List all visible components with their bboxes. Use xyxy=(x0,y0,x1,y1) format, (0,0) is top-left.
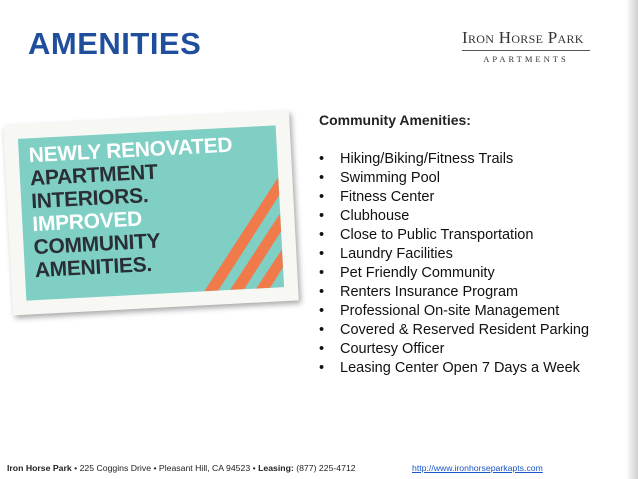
list-item-label: Close to Public Transportation xyxy=(340,227,534,243)
list-item-label: Courtesy Officer xyxy=(340,341,445,357)
slide-edge-shadow xyxy=(626,0,638,479)
list-item: • Laundry Facilities xyxy=(319,246,453,262)
promo-line: AMENITIES. xyxy=(34,253,153,283)
promo-line: COMMUNITY xyxy=(33,229,161,260)
list-item: • Swimming Pool xyxy=(319,170,440,186)
list-item-label: Leasing Center Open 7 Days a Week xyxy=(340,360,580,376)
list-item: • Pet Friendly Community xyxy=(319,265,495,281)
list-item-label: Pet Friendly Community xyxy=(340,265,495,281)
logo-name-text: Iron Horse Park xyxy=(462,28,584,47)
list-item-label: Fitness Center xyxy=(340,189,435,205)
list-item: • Courtesy Officer xyxy=(319,341,445,357)
promo-card-panel xyxy=(18,125,284,300)
promo-line: INTERIORS. xyxy=(30,184,149,214)
website-link[interactable]: http://www.ironhorseparkapts.com xyxy=(412,463,543,473)
list-item-label: Renters Insurance Program xyxy=(340,284,519,300)
promo-card xyxy=(8,118,308,338)
list-item-label: Clubhouse xyxy=(340,208,410,224)
logo-name xyxy=(462,28,590,48)
footer-address: • 225 Coggins Drive • Pleasant Hill, CA 94523 • xyxy=(71,463,259,473)
promo-text xyxy=(28,134,239,282)
footer-phone: (877) 225-4712 xyxy=(293,463,356,473)
list-item-label: Hiking/Biking/Fitness Trails xyxy=(340,151,514,167)
list-item-label: Laundry Facilities xyxy=(340,246,453,262)
list-item: • Clubhouse xyxy=(319,208,410,224)
list-item: • Leasing Center Open 7 Days a Week xyxy=(319,360,580,376)
promo-line: IMPROVED xyxy=(31,207,143,237)
amenities-heading: Community Amenities: xyxy=(319,112,471,128)
promo-line: NEWLY RENOVATED xyxy=(28,133,233,168)
page-title: AMENITIES xyxy=(28,26,202,61)
promo-line: APARTMENT xyxy=(29,160,159,191)
promo-card-frame xyxy=(3,111,299,316)
list-item-label: Swimming Pool xyxy=(340,170,440,186)
logo-subtitle: APARTMENTS xyxy=(483,54,569,64)
logo xyxy=(462,28,590,64)
list-item: • Renters Insurance Program xyxy=(319,284,519,300)
list-item-label: Covered & Reserved Resident Parking xyxy=(340,322,590,338)
list-item: • Fitness Center xyxy=(319,189,435,205)
list-item: • Hiking/Biking/Fitness Trails xyxy=(319,151,514,167)
list-item: • Professional On-site Management xyxy=(319,303,560,319)
footer xyxy=(7,463,543,473)
list-item-label: Professional On-site Management xyxy=(340,303,560,319)
list-item: • Close to Public Transportation xyxy=(319,227,534,243)
footer-name: Iron Horse Park xyxy=(7,463,72,473)
footer-leasing-label: Leasing: xyxy=(258,463,294,473)
amenities-list xyxy=(319,150,589,378)
logo-divider xyxy=(462,50,590,51)
list-item: • Covered & Reserved Resident Parking xyxy=(319,322,590,338)
